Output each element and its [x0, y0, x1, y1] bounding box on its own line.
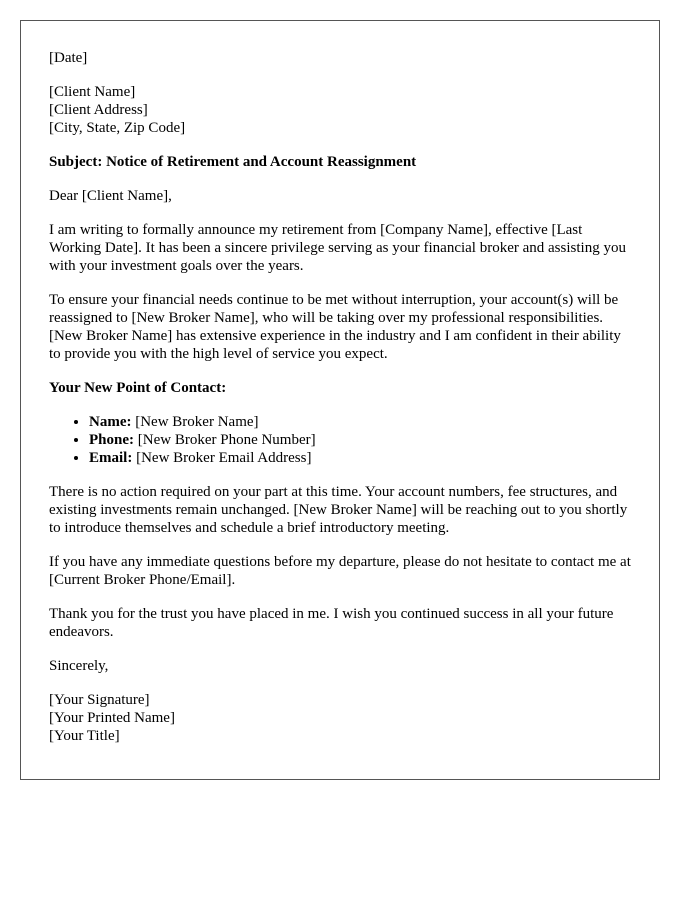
printed-name: [Your Printed Name] [49, 710, 175, 726]
letter-subject: Subject: Notice of Retirement and Account Reassignment [49, 154, 417, 170]
recipient-address-block [49, 83, 631, 137]
contact-item-email [89, 449, 631, 467]
contact-phone-value: [New Broker Phone Number] [134, 432, 316, 448]
contact-list [49, 413, 631, 467]
contact-heading: Your New Point of Contact: [49, 380, 227, 396]
body-paragraph-retirement: I am writing to formally announce my retirement from [Company Name], effective [Last Working Date]. It has been a sincere privilege serving as your financial broker and assisting you with your investment goals over the years. [49, 222, 626, 274]
contact-item-phone [89, 431, 631, 449]
body-paragraph-thanks: Thank you for the trust you have placed in me. I wish you continued success in all your future endeavors. [49, 606, 614, 640]
signer-title: [Your Title] [49, 728, 120, 744]
body-paragraph-questions: If you have any immediate questions before my departure, please do not hesitate to contact me at [Current Broker Phone/Email]. [49, 554, 631, 588]
signature-block [49, 691, 631, 745]
contact-phone-label: Phone: [89, 432, 134, 448]
contact-email-label: Email: [89, 450, 133, 466]
contact-name-label: Name: [89, 414, 132, 430]
letter-document [20, 20, 660, 780]
letter-salutation: Dear [Client Name], [49, 188, 172, 204]
body-paragraph-reassignment: To ensure your financial needs continue to be met without interruption, your account(s) will be reassigned to [New Broker Name], who will be taking over my professional responsibilities. [New Broker Name] has extensive experience in the industry and I am confident in their ability to provide you with the high level of service you expect. [49, 292, 621, 362]
contact-name-value: [New Broker Name] [131, 414, 259, 430]
letter-date: [Date] [49, 50, 88, 66]
recipient-city-state-zip: [City, State, Zip Code] [49, 120, 186, 136]
contact-email-value: [New Broker Email Address] [132, 450, 312, 466]
recipient-name: [Client Name] [49, 84, 136, 100]
signature-line: [Your Signature] [49, 692, 150, 708]
body-paragraph-no-action: There is no action required on your part at this time. Your account numbers, fee structures, and existing investments remain unchanged. [New Broker Name] will be reaching out to you shortly to introduce themselves and schedule a brief introductory meeting. [49, 484, 628, 536]
letter-signoff: Sincerely, [49, 658, 109, 674]
recipient-address: [Client Address] [49, 102, 148, 118]
contact-item-name [89, 413, 631, 431]
